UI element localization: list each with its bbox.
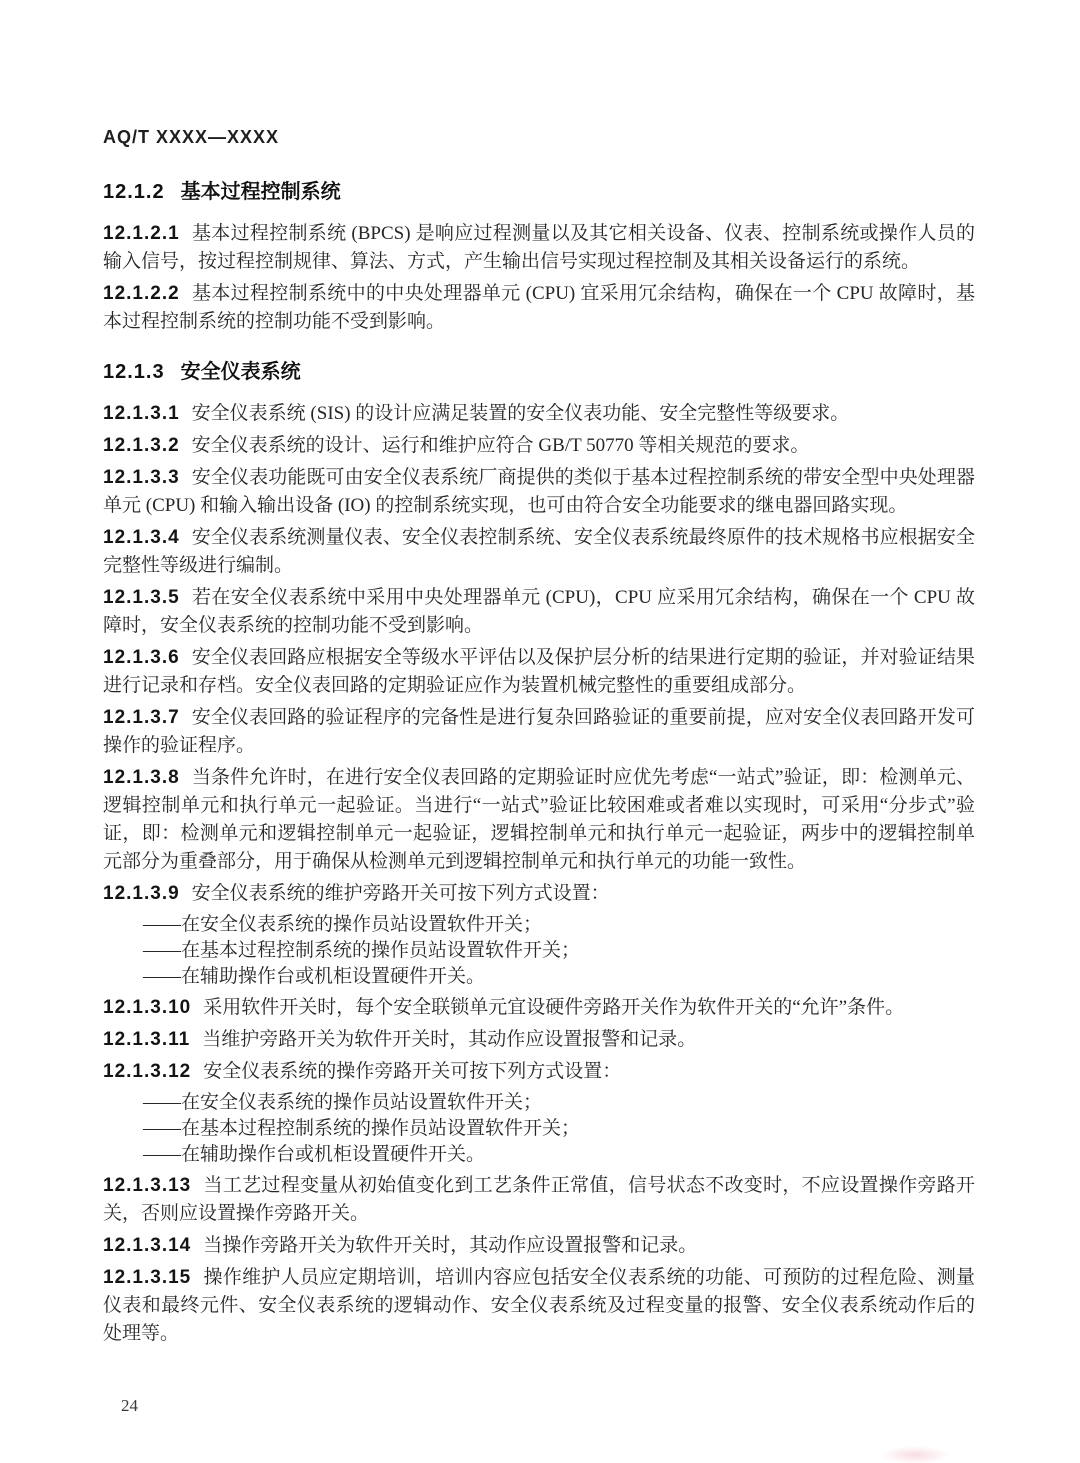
section-title: 安全仪表系统 bbox=[180, 361, 301, 383]
clause-number: 12.1.3.4 bbox=[103, 527, 180, 548]
clause-text: 当条件允许时，在进行安全仪表回路的定期验证时应优先考虑“一站式”验证，即：检测单元、逻辑控制单元和执行单元一起验证。当进行“一站式”验证比较困难或者难以实现时，可采用“分步式”验证，即：检测单元和逻辑控制单元一起验证，逻辑控制单元和执行单元一起验证，两步中的逻辑控制单元部分为重叠部分，用于确保从检测单元到逻辑控制单元和执行单元的功能一致性。 bbox=[103, 767, 975, 872]
clause-text: 当工艺过程变量从初始值变化到工艺条件正常值，信号状态不改变时，不应设置操作旁路开关，否则应设置操作旁路开关。 bbox=[103, 1175, 975, 1224]
clause-text: 安全仪表回路应根据安全等级水平评估以及保护层分析的结果进行定期的验证，并对验证结果进行记录和存档。安全仪表回路的定期验证应作为装置机械完整性的重要组成部分。 bbox=[103, 647, 975, 696]
dash-item-text: ——在辅助操作台或机柜设置硬件开关。 bbox=[143, 1144, 486, 1165]
clause-text: 安全仪表系统测量仪表、安全仪表控制系统、安全仪表系统最终原件的技术规格书应根据安全完整性等级进行编制。 bbox=[103, 527, 975, 576]
clause-number: 12.1.3.13 bbox=[103, 1175, 192, 1196]
document-header: AQ/T XXXX—XXXX bbox=[103, 127, 280, 147]
clause-12-1-3-4 bbox=[103, 524, 975, 580]
watermark-smudge bbox=[880, 1446, 950, 1463]
clause-number: 12.1.3.1 bbox=[103, 403, 180, 424]
dash-item-text: ——在辅助操作台或机柜设置硬件开关。 bbox=[143, 966, 486, 987]
clause-12-1-3-12 bbox=[103, 1058, 975, 1086]
dash-list-item bbox=[143, 938, 975, 964]
clause-12-1-3-11 bbox=[103, 1026, 975, 1054]
page-number: 24 bbox=[121, 1396, 138, 1415]
clause-text: 操作维护人员应定期培训，培训内容应包括安全仪表系统的功能、可预防的过程危险、测量仪表和最终元件、安全仪表系统的逻辑动作、安全仪表系统及过程变量的报警、安全仪表系统动作后的处理等。 bbox=[103, 1267, 975, 1344]
clause-text: 安全仪表回路的验证程序的完备性是进行复杂回路验证的重要前提，应对安全仪表回路开发可操作的验证程序。 bbox=[103, 707, 975, 756]
clause-text: 基本过程控制系统 (BPCS) 是响应过程测量以及其它相关设备、仪表、控制系统或操作人员的输入信号，按过程控制规律、算法、方式，产生输出信号实现过程控制及其相关设备运行的系统。 bbox=[103, 223, 975, 272]
clause-number: 12.1.3.6 bbox=[103, 647, 180, 668]
clause-number: 12.1.3.15 bbox=[103, 1267, 192, 1288]
section-number: 12.1.3 bbox=[103, 361, 165, 383]
clause-number: 12.1.3.9 bbox=[103, 883, 180, 904]
clause-text: 安全仪表系统 (SIS) 的设计应满足装置的安全仪表功能、安全完整性等级要求。 bbox=[191, 403, 850, 424]
dash-item-text: ——在安全仪表系统的操作员站设置软件开关； bbox=[143, 914, 543, 935]
clause-number: 12.1.2.1 bbox=[103, 223, 180, 244]
clause-12-1-2-1 bbox=[103, 220, 975, 276]
section-number: 12.1.2 bbox=[103, 181, 165, 203]
clause-number: 12.1.3.10 bbox=[103, 997, 192, 1018]
clause-12-1-3-2 bbox=[103, 432, 975, 460]
clause-12-1-3-15 bbox=[103, 1264, 975, 1348]
section-heading-12-1-3 bbox=[103, 358, 975, 386]
clause-12-1-3-3 bbox=[103, 464, 975, 520]
dash-item-text: ——在基本过程控制系统的操作员站设置软件开关； bbox=[143, 940, 581, 961]
clause-12-1-3-1 bbox=[103, 400, 975, 428]
clause-12-1-3-5 bbox=[103, 584, 975, 640]
clause-number: 12.1.3.2 bbox=[103, 435, 180, 456]
clause-text: 采用软件开关时，每个安全联锁单元宜设硬件旁路开关作为软件开关的“允许”条件。 bbox=[203, 997, 905, 1018]
dash-item-text: ——在安全仪表系统的操作员站设置软件开关； bbox=[143, 1092, 543, 1113]
clause-12-1-3-8 bbox=[103, 764, 975, 876]
clause-number: 12.1.3.11 bbox=[103, 1029, 191, 1050]
dash-list-item bbox=[143, 1090, 975, 1116]
clause-text: 基本过程控制系统中的中央处理器单元 (CPU) 宜采用冗余结构，确保在一个 CPU 故障时，基本过程控制系统的控制功能不受到影响。 bbox=[103, 283, 975, 332]
clause-number: 12.1.3.5 bbox=[103, 587, 180, 608]
clause-number: 12.1.3.12 bbox=[103, 1061, 192, 1082]
clause-12-1-3-10 bbox=[103, 994, 975, 1022]
clause-text: 当操作旁路开关为软件开关时，其动作应设置报警和记录。 bbox=[203, 1235, 698, 1256]
dash-list-item bbox=[143, 1142, 975, 1168]
dash-list-item bbox=[143, 1116, 975, 1142]
section-heading-12-1-2 bbox=[103, 178, 975, 206]
clause-text: 安全仪表系统的维护旁路开关可按下列方式设置： bbox=[191, 883, 610, 904]
clause-number: 12.1.3.14 bbox=[103, 1235, 192, 1256]
clause-text: 安全仪表系统的操作旁路开关可按下列方式设置： bbox=[203, 1061, 622, 1082]
clause-number: 12.1.3.3 bbox=[103, 467, 180, 488]
clause-number: 12.1.3.7 bbox=[103, 707, 180, 728]
clause-number: 12.1.3.8 bbox=[103, 767, 180, 788]
clause-12-1-3-7 bbox=[103, 704, 975, 760]
clause-12-1-3-13 bbox=[103, 1172, 975, 1228]
clause-text: 当维护旁路开关为软件开关时，其动作应设置报警和记录。 bbox=[202, 1029, 697, 1050]
clause-12-1-2-2 bbox=[103, 280, 975, 336]
dash-list-item bbox=[143, 964, 975, 990]
section-title: 基本过程控制系统 bbox=[180, 181, 341, 203]
clause-number: 12.1.2.2 bbox=[103, 283, 180, 304]
clause-12-1-3-6 bbox=[103, 644, 975, 700]
clause-text: 若在安全仪表系统中采用中央处理器单元 (CPU)，CPU 应采用冗余结构，确保在一个 CPU 故障时，安全仪表系统的控制功能不受到影响。 bbox=[103, 587, 975, 636]
dash-list-item bbox=[143, 912, 975, 938]
clause-text: 安全仪表功能既可由安全仪表系统厂商提供的类似于基本过程控制系统的带安全型中央处理器单元 (CPU) 和输入输出设备 (IO) 的控制系统实现，也可由符合安全功能要求的继电器回路实现。 bbox=[103, 467, 975, 516]
clause-12-1-3-14 bbox=[103, 1232, 975, 1260]
dash-item-text: ——在基本过程控制系统的操作员站设置软件开关； bbox=[143, 1118, 581, 1139]
clause-text: 安全仪表系统的设计、运行和维护应符合 GB/T 50770 等相关规范的要求。 bbox=[191, 435, 810, 456]
clause-12-1-3-9 bbox=[103, 880, 975, 908]
